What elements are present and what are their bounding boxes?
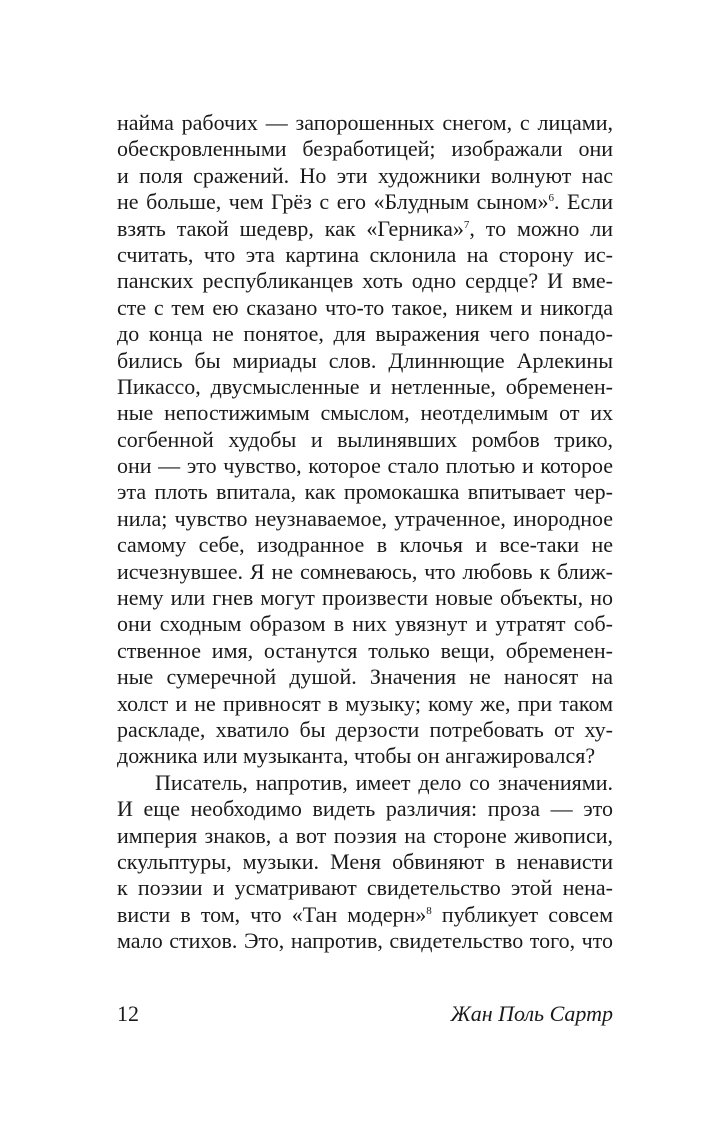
- line-text: найма рабочих — запорошенных снегом, с лицами,: [117, 110, 613, 135]
- text-line: [117, 638, 613, 664]
- line-text: нила; чувство неузнаваемое, утраченное, инородное: [117, 505, 613, 531]
- text-line: [117, 559, 613, 585]
- text-line: [117, 717, 613, 743]
- line-text: взять такой шедевр, как «Герника»: [117, 215, 464, 241]
- text-line: [117, 348, 613, 374]
- line-text: мало стихов. Это, напротив, свидетельство того, что: [117, 928, 613, 954]
- line-text: нему или гнев могут произвести новые объекты, но: [117, 585, 613, 611]
- line-text: они сходным образом в них увязнут и утратят соб-: [117, 611, 613, 637]
- text-line: [117, 189, 613, 215]
- text-line: [117, 691, 613, 717]
- line-text-continued: публикует совсем: [431, 901, 613, 927]
- text-line: [117, 928, 613, 954]
- line-text: до конца не понятое, для выражения чего понадо-: [117, 321, 613, 347]
- line-text: И еще необходимо видеть различия: проза — это: [117, 796, 613, 822]
- text-line: [117, 216, 613, 242]
- text-line: [117, 770, 613, 796]
- footnote-marker[interactable]: 8: [426, 904, 432, 917]
- line-text: Пикассо, двусмысленные и нетленные, обременен-: [117, 373, 613, 399]
- text-line: [117, 242, 613, 268]
- line-text: исчезнувшее. Я не сомневаюсь, что любовь к ближ-: [117, 558, 613, 584]
- line-text: эта плоть впитала, как промокашка впитывает чер-: [117, 479, 613, 505]
- text-line: [117, 163, 613, 189]
- line-text: империя знаков, а вот поэзия на стороне живописи,: [117, 822, 613, 848]
- line-text: раскладе, хватило бы дерзости потребовать от ху-: [117, 716, 613, 742]
- line-text: и поля сражений. Но эти художники волнуют нас: [117, 162, 613, 188]
- footnote-marker[interactable]: 7: [463, 218, 470, 231]
- line-text: холст и не привносят в музыку; кому же, при таком: [117, 690, 613, 716]
- text-line: [117, 110, 613, 136]
- line-text: не больше, чем Грёз с его «Блудным сыном»: [117, 189, 549, 215]
- text-line: [117, 902, 613, 928]
- line-text-continued: . Если: [553, 189, 613, 215]
- text-line: [117, 823, 613, 849]
- page-number: 12: [117, 1001, 139, 1026]
- text-line: [117, 453, 613, 479]
- text-line: [117, 136, 613, 162]
- text-line: [117, 400, 613, 426]
- text-line: [117, 374, 613, 400]
- text-line: [117, 611, 613, 637]
- text-line: [117, 796, 613, 822]
- text-line: [117, 664, 613, 690]
- text-line: [117, 743, 613, 769]
- line-text: обескровленными безработицей; изображали они: [117, 136, 613, 162]
- line-text: ные непостижимым смыслом, неотделимым от их: [117, 400, 613, 426]
- line-text: самому себе, изодранное в клочья и все-таки не: [117, 532, 613, 558]
- line-text: сте с тем ею сказано что-то такое, никем и никогда: [117, 294, 613, 320]
- line-text-continued: , то можно ли: [469, 215, 613, 241]
- line-text: они — это чувство, которое стало плотью и которое: [117, 453, 613, 479]
- running-head-author: Жан Поль Сартр: [450, 1001, 613, 1026]
- line-text: висти в том, что «Тан модерн»: [117, 901, 427, 927]
- page-footer: [117, 1001, 613, 1031]
- text-line: [117, 427, 613, 453]
- line-text: панских республиканцев хоть одно сердце? И вме-: [117, 268, 613, 294]
- line-text: считать, что эта картина склонила на сторону ис-: [117, 241, 613, 267]
- line-text: согбенной худобы и вылинявших ромбов трико,: [117, 426, 613, 452]
- text-line: [117, 268, 613, 294]
- text-line: [117, 506, 613, 532]
- text-line: [117, 849, 613, 875]
- text-line: [117, 321, 613, 347]
- text-line: [117, 532, 613, 558]
- text-line: [117, 585, 613, 611]
- page-body: [117, 110, 613, 955]
- line-text: ственное имя, останутся только вещи, обременен-: [117, 637, 613, 663]
- text-line: [117, 875, 613, 901]
- line-text: дожника или музыканта, чтобы он ангажировался?: [117, 743, 596, 769]
- line-text: ные сумеречной душой. Значения не наносят на: [117, 664, 613, 690]
- text-line: [117, 295, 613, 321]
- footnote-marker[interactable]: 6: [548, 192, 554, 205]
- line-text: Писатель, напротив, имеет дело со значениями.: [155, 769, 613, 795]
- line-text: бились бы мириады слов. Длиннющие Арлекины: [117, 347, 613, 373]
- line-text: скульптуры, музыки. Меня обвиняют в ненависти: [117, 848, 613, 874]
- line-text: к поэзии и усматривают свидетельство этой нена-: [117, 875, 613, 901]
- text-line: [117, 479, 613, 505]
